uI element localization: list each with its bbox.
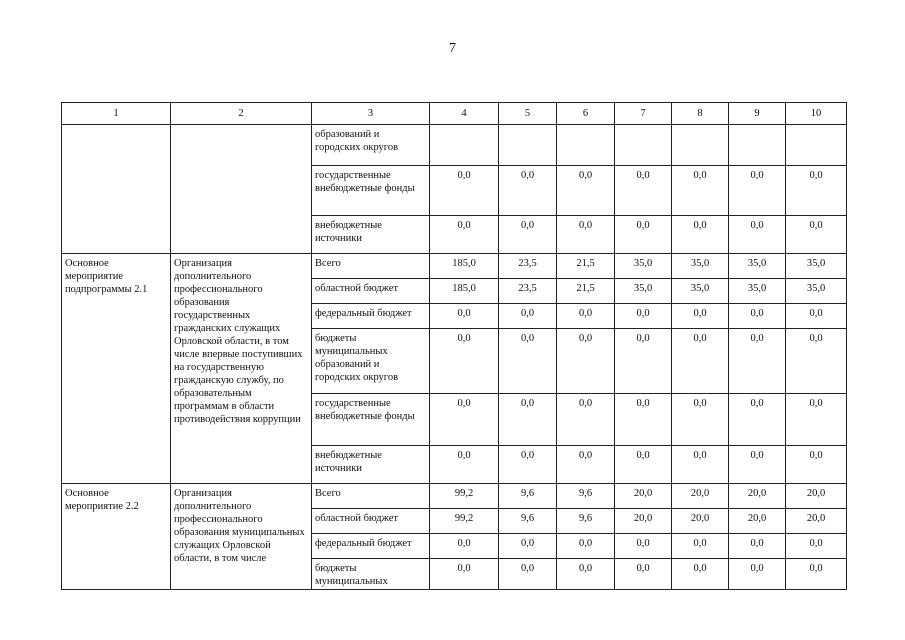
value-cell-col-6: 0,0 bbox=[557, 216, 615, 254]
value-cell-col-10: 0,0 bbox=[786, 394, 847, 446]
value-cell-col-4: 0,0 bbox=[430, 304, 499, 329]
value-cell-col-5: 0,0 bbox=[499, 329, 557, 394]
value-cell-col-6 bbox=[557, 125, 615, 166]
value-cell-col-7: 0,0 bbox=[615, 329, 672, 394]
value-cell-col-5: 9,6 bbox=[499, 484, 557, 509]
funding-source-cell: областной бюджет bbox=[312, 279, 430, 304]
value-cell-col-8: 0,0 bbox=[672, 216, 729, 254]
value-cell-col-10: 0,0 bbox=[786, 216, 847, 254]
value-cell-col-7: 0,0 bbox=[615, 446, 672, 484]
funding-source-cell: внебюджетные источники bbox=[312, 446, 430, 484]
header-cell-col-7: 7 bbox=[615, 103, 672, 125]
value-cell-col-6: 0,0 bbox=[557, 534, 615, 559]
value-cell-col-7: 20,0 bbox=[615, 509, 672, 534]
value-cell-col-9: 0,0 bbox=[729, 329, 786, 394]
header-cell-col-10: 10 bbox=[786, 103, 847, 125]
value-cell-col-6: 0,0 bbox=[557, 329, 615, 394]
value-cell-col-8: 35,0 bbox=[672, 254, 729, 279]
value-cell-col-5: 0,0 bbox=[499, 446, 557, 484]
table-row bbox=[62, 484, 847, 509]
value-cell-col-5: 0,0 bbox=[499, 394, 557, 446]
value-cell-col-9: 0,0 bbox=[729, 534, 786, 559]
value-cell-col-7: 0,0 bbox=[615, 559, 672, 590]
value-cell-col-7 bbox=[615, 125, 672, 166]
header-cell-col-9: 9 bbox=[729, 103, 786, 125]
funding-source-cell: федеральный бюджет bbox=[312, 534, 430, 559]
value-cell-col-10: 35,0 bbox=[786, 254, 847, 279]
value-cell-col-6: 9,6 bbox=[557, 484, 615, 509]
value-cell-col-10 bbox=[786, 125, 847, 166]
value-cell-col-8: 35,0 bbox=[672, 279, 729, 304]
funding-source-cell: Всего bbox=[312, 254, 430, 279]
value-cell-col-6: 0,0 bbox=[557, 166, 615, 216]
value-cell-col-9: 0,0 bbox=[729, 216, 786, 254]
value-cell-col-5: 0,0 bbox=[499, 216, 557, 254]
value-cell-col-8: 0,0 bbox=[672, 559, 729, 590]
value-cell-col-8: 0,0 bbox=[672, 329, 729, 394]
measure-description-cell: Организация дополнительного профессионального образования государственных гражданских служащих Орловской области, в том числе впервые поступивших на государственную гражданскую службу, по образовательным программам в области противодействия коррупции bbox=[171, 254, 312, 484]
value-cell-col-10: 35,0 bbox=[786, 279, 847, 304]
table-row bbox=[62, 254, 847, 279]
funding-source-cell: государственные внебюджетные фонды bbox=[312, 394, 430, 446]
value-cell-col-6: 0,0 bbox=[557, 304, 615, 329]
value-cell-col-5: 0,0 bbox=[499, 304, 557, 329]
value-cell-col-9 bbox=[729, 125, 786, 166]
value-cell-col-9: 35,0 bbox=[729, 279, 786, 304]
value-cell-col-6: 0,0 bbox=[557, 394, 615, 446]
value-cell-col-8: 20,0 bbox=[672, 484, 729, 509]
value-cell-col-9: 0,0 bbox=[729, 446, 786, 484]
value-cell-col-9: 0,0 bbox=[729, 304, 786, 329]
budget-table bbox=[61, 102, 847, 590]
value-cell-col-4: 185,0 bbox=[430, 279, 499, 304]
value-cell-col-10: 0,0 bbox=[786, 446, 847, 484]
value-cell-col-10: 0,0 bbox=[786, 534, 847, 559]
value-cell-col-7: 0,0 bbox=[615, 534, 672, 559]
value-cell-col-4: 0,0 bbox=[430, 216, 499, 254]
funding-source-cell: бюджеты муниципальных образований и городских округов bbox=[312, 329, 430, 394]
funding-source-cell: государственные внебюджетные фонды bbox=[312, 166, 430, 216]
value-cell-col-7: 0,0 bbox=[615, 216, 672, 254]
measure-description-cell: Организация дополнительного профессионального образования муниципальных служащих Орловской области, в том числе bbox=[171, 484, 312, 590]
value-cell-col-9: 0,0 bbox=[729, 166, 786, 216]
value-cell-col-5: 23,5 bbox=[499, 254, 557, 279]
value-cell-col-8: 20,0 bbox=[672, 509, 729, 534]
value-cell-col-4: 0,0 bbox=[430, 329, 499, 394]
value-cell-col-8: 0,0 bbox=[672, 394, 729, 446]
header-cell-col-5: 5 bbox=[499, 103, 557, 125]
value-cell-col-4: 99,2 bbox=[430, 484, 499, 509]
value-cell-col-5: 0,0 bbox=[499, 534, 557, 559]
table-header-row bbox=[62, 103, 847, 125]
measure-title-cell: Основное мероприятие 2.2 bbox=[62, 484, 171, 590]
value-cell-col-9: 20,0 bbox=[729, 484, 786, 509]
value-cell-col-6: 21,5 bbox=[557, 279, 615, 304]
value-cell-col-4: 99,2 bbox=[430, 509, 499, 534]
table-body bbox=[62, 103, 847, 590]
value-cell-col-10: 0,0 bbox=[786, 329, 847, 394]
value-cell-col-8: 0,0 bbox=[672, 534, 729, 559]
value-cell-col-7: 20,0 bbox=[615, 484, 672, 509]
value-cell-col-7: 0,0 bbox=[615, 304, 672, 329]
value-cell-col-9: 20,0 bbox=[729, 509, 786, 534]
value-cell-col-9: 35,0 bbox=[729, 254, 786, 279]
value-cell-col-7: 35,0 bbox=[615, 254, 672, 279]
funding-source-cell: образований и городских округов bbox=[312, 125, 430, 166]
value-cell-col-6: 9,6 bbox=[557, 509, 615, 534]
header-cell-col-1: 1 bbox=[62, 103, 171, 125]
value-cell-col-4: 0,0 bbox=[430, 166, 499, 216]
value-cell-col-5: 23,5 bbox=[499, 279, 557, 304]
value-cell-col-4: 185,0 bbox=[430, 254, 499, 279]
value-cell-col-10: 0,0 bbox=[786, 559, 847, 590]
value-cell-col-4: 0,0 bbox=[430, 446, 499, 484]
value-cell-col-10: 0,0 bbox=[786, 166, 847, 216]
value-cell-col-8: 0,0 bbox=[672, 166, 729, 216]
page-number: 7 bbox=[449, 41, 456, 56]
value-cell-col-4: 0,0 bbox=[430, 394, 499, 446]
value-cell-col-8 bbox=[672, 125, 729, 166]
funding-source-cell: внебюджетные источники bbox=[312, 216, 430, 254]
value-cell-col-5: 0,0 bbox=[499, 166, 557, 216]
value-cell-col-4: 0,0 bbox=[430, 559, 499, 590]
measure-title-cell: Основное мероприятие подпрограммы 2.1 bbox=[62, 254, 171, 484]
measure-description-cell bbox=[171, 125, 312, 254]
value-cell-col-7: 0,0 bbox=[615, 166, 672, 216]
value-cell-col-7: 0,0 bbox=[615, 394, 672, 446]
funding-source-cell: Всего bbox=[312, 484, 430, 509]
header-cell-col-6: 6 bbox=[557, 103, 615, 125]
value-cell-col-4: 0,0 bbox=[430, 534, 499, 559]
value-cell-col-10: 20,0 bbox=[786, 509, 847, 534]
value-cell-col-8: 0,0 bbox=[672, 304, 729, 329]
measure-title-cell bbox=[62, 125, 171, 254]
value-cell-col-4 bbox=[430, 125, 499, 166]
table-row bbox=[62, 125, 847, 166]
value-cell-col-8: 0,0 bbox=[672, 446, 729, 484]
header-cell-col-2: 2 bbox=[171, 103, 312, 125]
value-cell-col-10: 0,0 bbox=[786, 304, 847, 329]
value-cell-col-5 bbox=[499, 125, 557, 166]
value-cell-col-6: 21,5 bbox=[557, 254, 615, 279]
value-cell-col-9: 0,0 bbox=[729, 559, 786, 590]
funding-source-cell: областной бюджет bbox=[312, 509, 430, 534]
value-cell-col-5: 0,0 bbox=[499, 559, 557, 590]
value-cell-col-6: 0,0 bbox=[557, 446, 615, 484]
funding-source-cell: федеральный бюджет bbox=[312, 304, 430, 329]
header-cell-col-4: 4 bbox=[430, 103, 499, 125]
value-cell-col-7: 35,0 bbox=[615, 279, 672, 304]
header-cell-col-8: 8 bbox=[672, 103, 729, 125]
header-cell-col-3: 3 bbox=[312, 103, 430, 125]
value-cell-col-6: 0,0 bbox=[557, 559, 615, 590]
value-cell-col-5: 9,6 bbox=[499, 509, 557, 534]
value-cell-col-9: 0,0 bbox=[729, 394, 786, 446]
funding-source-cell: бюджеты муниципальных bbox=[312, 559, 430, 590]
value-cell-col-10: 20,0 bbox=[786, 484, 847, 509]
